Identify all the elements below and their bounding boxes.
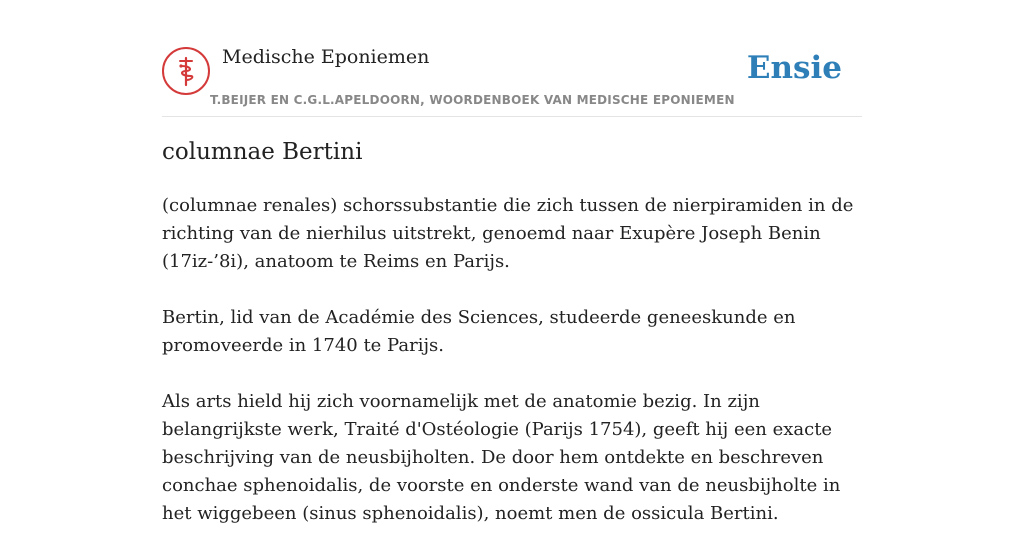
aesculapius-staff-icon[interactable] [162, 47, 210, 95]
page [162, 0, 862, 524]
entry-content [162, 192, 862, 556]
paragraph: Als arts hield hij zich voornamelijk met de anatomie bezig. In zijn belangrijkste werk, Traité d'Ostéologie (Parijs 1754), geeft hij een exacte beschrijving van de neusbijholten. De door hem ontdekte en beschreven conchae sphenoidalis, de voorste en onderste wand van de neusbijholte in het wiggebeen (sinus sphenoidalis), noemt men de ossicula Bertini. [162, 391, 841, 524]
site-title[interactable]: Medische Eponiemen [222, 46, 430, 68]
source-line[interactable]: T.BEIJER EN C.G.L.APELDOORN, WOORDENBOEK VAN MEDISCHE EPONIEMEN [210, 93, 735, 107]
brand-logo[interactable]: Ensie [746, 50, 842, 86]
header [162, 0, 862, 117]
entry-title: columnae Bertini [162, 139, 363, 165]
paragraph: (columnae renales) schorssubstantie die zich tussen de nierpiramiden in de richting van de nierhilus uitstrekt, genoemd naar Exupère Joseph Benin (17iz-’8i), anatoom te Reims en Parijs. [162, 195, 854, 272]
paragraph: Bertin, lid van de Académie des Sciences, studeerde geneeskunde en promoveerde in 1740 te Parijs. [162, 307, 796, 356]
